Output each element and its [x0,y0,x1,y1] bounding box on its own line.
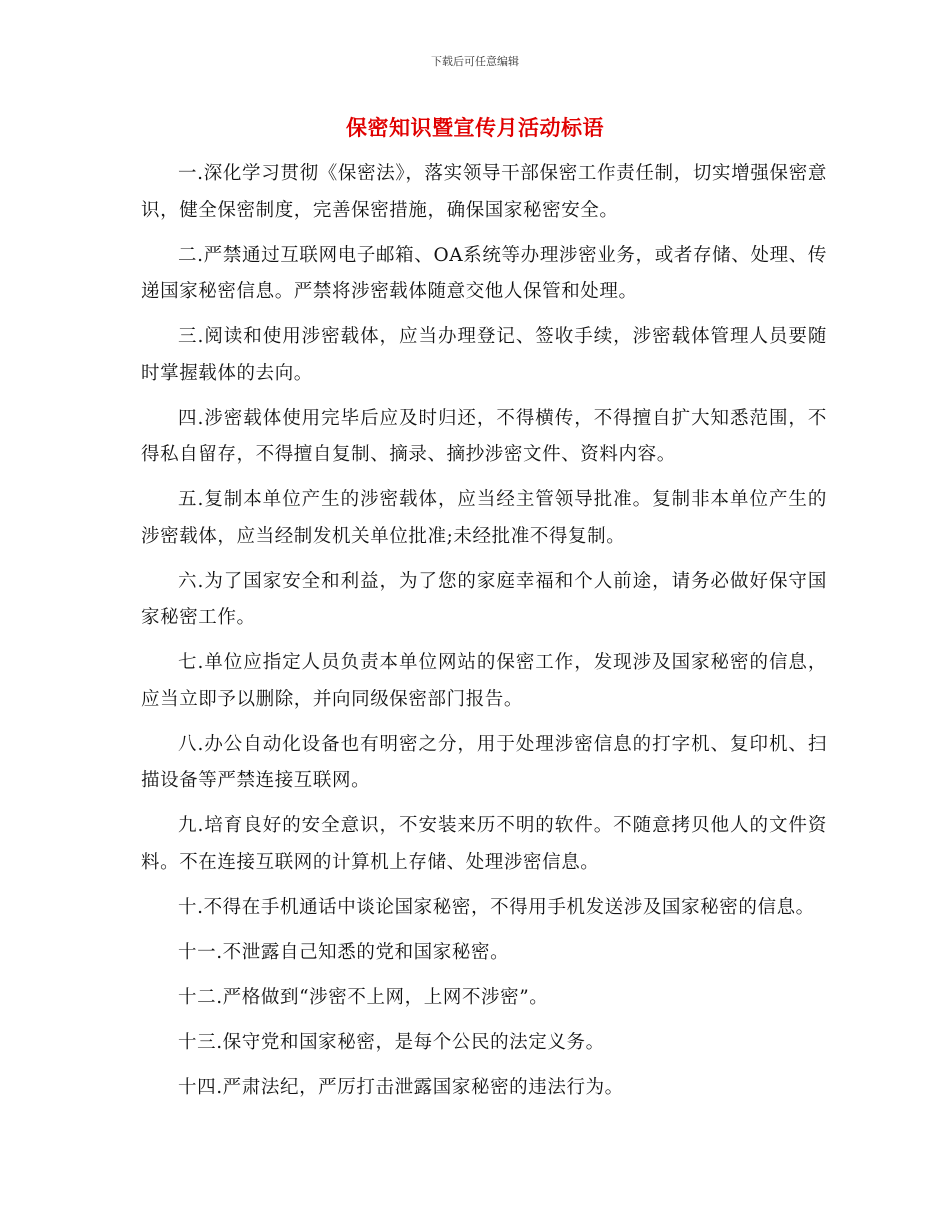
slogan-paragraph-5: 五.复制本单位产生的涉密载体，应当经主管领导批准。复制非本单位产生的涉密载体，应当经制发机关单位批准;未经批准不得复制。 [141,489,827,547]
slogan-paragraph-2: 二.严禁通过互联网电子邮箱、OA系统等办理涉密业务，或者存储、处理、传递国家秘密信息。严禁将涉密载体随意交他人保管和处理。 [141,244,827,302]
slogan-paragraph-11: 十一.不泄露自己知悉的党和国家秘密。 [178,941,510,963]
header-note: 下载后可任意编辑 [431,55,519,68]
slogan-paragraph-7: 七.单位应指定人员负责本单位网站的保密工作，发现涉及国家秘密的信息，应当立即予以删除，并向同级保密部门报告。 [141,652,827,710]
document-body [141,156,827,1115]
slogan-paragraph-10: 十.不得在手机通话中谈论国家秘密，不得用手机发送涉及国家秘密的信息。 [178,896,815,918]
slogan-paragraph-12: 十二.严格做到“涉密不上网，上网不涉密”。 [178,986,549,1008]
slogan-paragraph-1: 一.深化学习贯彻《保密法》，落实领导干部保密工作责任制，切实增强保密意识，健全保密制度，完善保密措施，确保国家秘密安全。 [141,163,827,221]
slogan-paragraph-9: 九.培育良好的安全意识，不安装来历不明的软件。不随意拷贝他人的文件资料。不在连接互联网的计算机上存储、处理涉密信息。 [141,815,827,873]
slogan-paragraph-4: 四.涉密载体使用完毕后应及时归还，不得横传，不得擅自扩大知悉范围，不得私自留存，不得擅自复制、摘录、摘抄涉密文件、资料内容。 [141,407,827,465]
slogan-paragraph-3: 三.阅读和使用涉密载体，应当办理登记、签收手续，涉密载体管理人员要随时掌握载体的去向。 [141,326,827,384]
slogan-paragraph-14: 十四.严肃法纪，严厉打击泄露国家秘密的违法行为。 [178,1076,624,1098]
slogan-paragraph-13: 十三.保守党和国家秘密，是每个公民的法定义务。 [178,1031,605,1053]
slogan-paragraph-6: 六.为了国家安全和利益，为了您的家庭幸福和个人前途，请务必做好保守国家秘密工作。 [141,570,827,628]
slogan-paragraph-8: 八.办公自动化设备也有明密之分，用于处理涉密信息的打字机、复印机、扫描设备等严禁连接互联网。 [141,733,827,791]
document-title: 保密知识暨宣传月活动标语 [346,116,604,140]
